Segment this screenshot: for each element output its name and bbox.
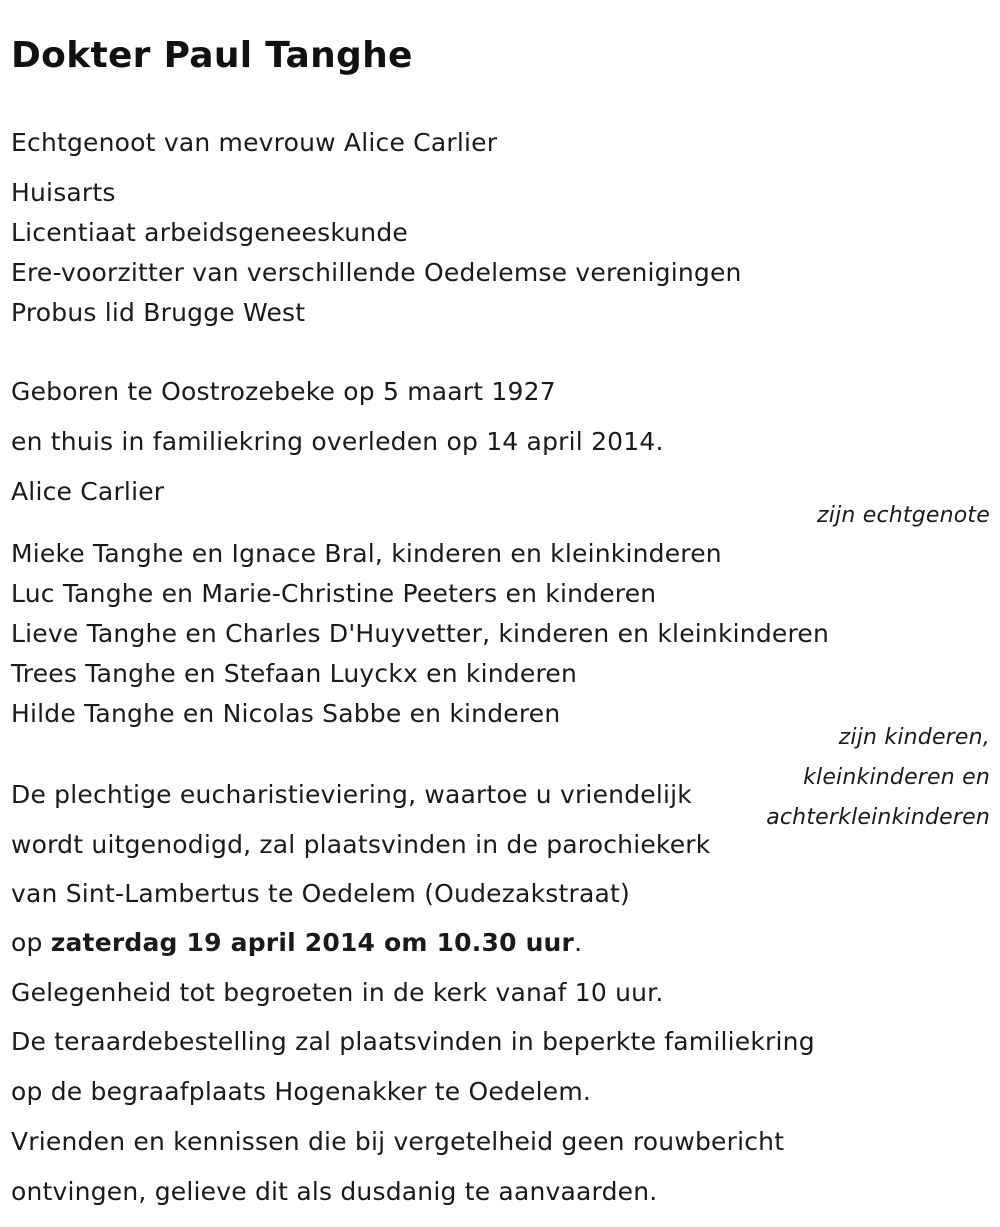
child-line: Hilde Tanghe en Nicolas Sabbe en kinderen [11, 699, 561, 728]
spouse-name: Alice Carlier [11, 477, 165, 506]
title-item: Licentiaat arbeidsgeneeskunde [11, 218, 408, 247]
ceremony-date: zaterdag 19 april 2014 om 10.30 uur [50, 928, 575, 957]
child-line: Lieve Tanghe en Charles D'Huyvetter, kinderen en kleinkinderen [11, 619, 830, 648]
spouse-line: Echtgenoot van mevrouw Alice Carlier [11, 128, 498, 157]
death-line: en thuis in familiekring overleden op 14 april 2014. [11, 427, 664, 456]
burial-line: De teraardebestelling zal plaatsvinden in beperkte familiekring [11, 1027, 815, 1056]
title-item: Huisarts [11, 178, 116, 207]
ceremony-line: De plechtige eucharistieviering, waartoe u vriendelijk [11, 780, 692, 809]
burial-line: op de begraafplaats Hogenakker te Oedelem. [11, 1077, 592, 1106]
ceremony-line: van Sint-Lambertus te Oedelem (Oudezakstraat) [11, 879, 630, 908]
children-role-line: zijn kinderen, [838, 725, 990, 750]
birth-line: Geboren te Oostrozebeke op 5 maart 1927 [11, 377, 556, 406]
children-role-line: kleinkinderen en [803, 765, 990, 790]
ceremony-date-line [11, 927, 582, 959]
child-line: Luc Tanghe en Marie-Christine Peeters en kinderen [11, 579, 657, 608]
spouse-role: zijn echtgenote [817, 503, 990, 528]
title-item: Probus lid Brugge West [11, 298, 306, 327]
children-role-line: achterkleinkinderen [766, 805, 990, 830]
child-line: Trees Tanghe en Stefaan Luyckx en kinderen [11, 659, 577, 688]
children-role [766, 718, 990, 838]
closing-line: ontvingen, gelieve dit als dusdanig te aanvaarden. [11, 1177, 658, 1206]
child-line: Mieke Tanghe en Ignace Bral, kinderen en kleinkinderen [11, 539, 722, 568]
ceremony-date-suffix: . [574, 928, 583, 957]
ceremony-date-prefix: op [11, 928, 51, 957]
title-item: Ere-voorzitter van verschillende Oedelemse verenigingen [11, 258, 742, 287]
closing-line: Vrienden en kennissen die bij vergetelheid geen rouwbericht [11, 1127, 785, 1156]
greeting-line: Gelegenheid tot begroeten in de kerk vanaf 10 uur. [11, 978, 664, 1007]
page-title: Dokter Paul Tanghe [11, 35, 413, 76]
ceremony-line: wordt uitgenodigd, zal plaatsvinden in de parochiekerk [11, 830, 711, 859]
